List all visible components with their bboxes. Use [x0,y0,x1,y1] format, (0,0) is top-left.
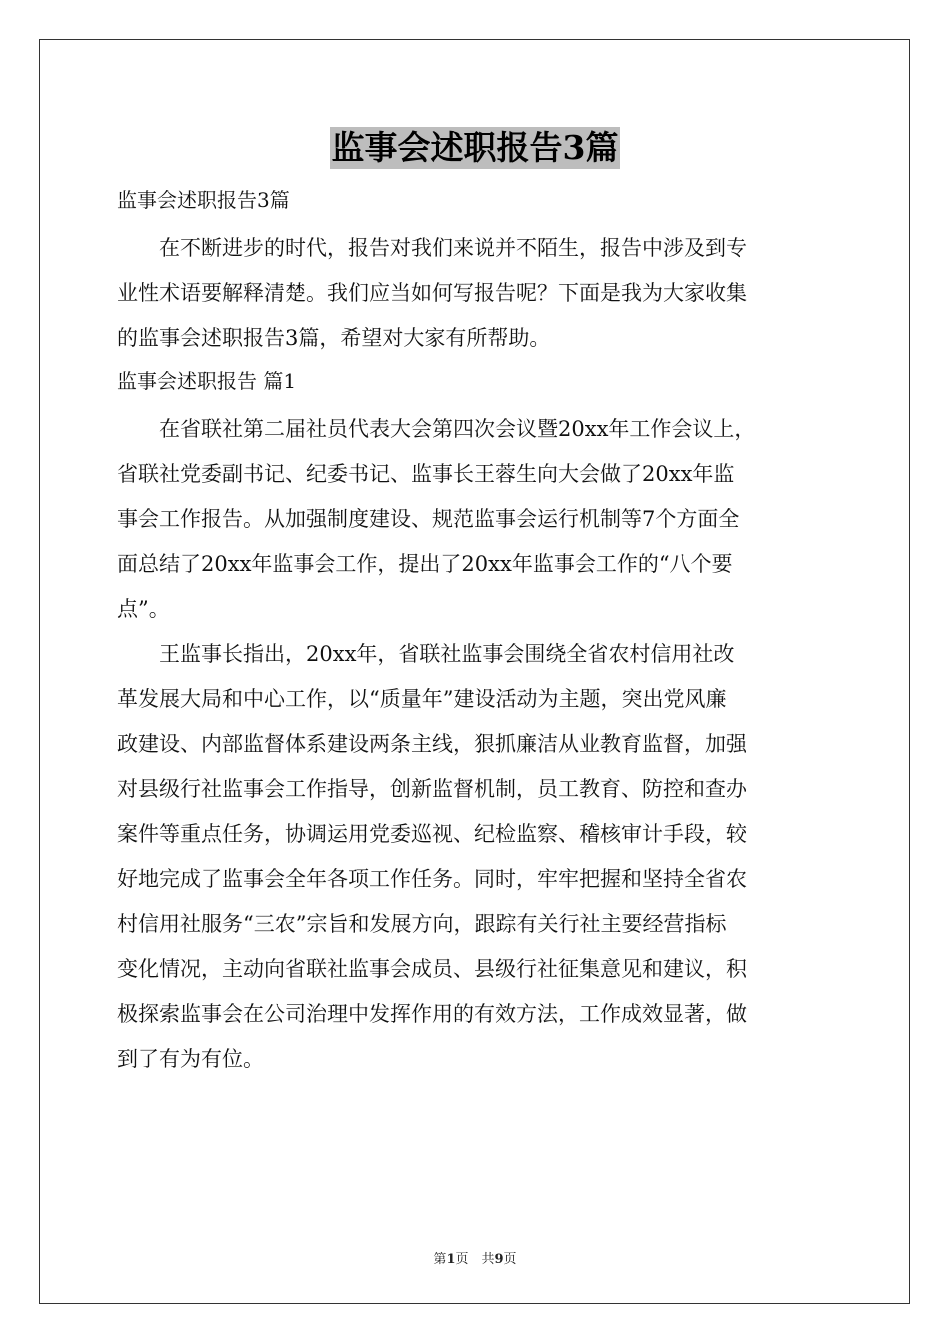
para2-line: 对县级行社监事会工作指导，创新监督机制，员工教育、防控和查办 [117,777,747,801]
para2-line: 到了有为有位。 [117,1047,264,1071]
page-mid: 页 共 [455,1252,495,1267]
document-title: 监事会述职报告3篇 [331,128,619,167]
para2-line: 案件等重点任务，协调运用党委巡视、纪检监察、稽核审计手段，较 [117,822,747,846]
document-subtitle: 监事会述职报告3篇 [117,188,290,212]
para2-line: 好地完成了监事会全年各项工作任务。同时，牢牢把握和坚持全省农 [117,867,747,891]
total-page-number: 9 [494,1252,504,1267]
para2-line: 王监事长指出，20xx年，省联社监事会围绕全省农村信用社改 [117,642,735,666]
para2-line: 村信用社服务“三农”宗旨和发展方向，跟踪有关行社主要经营指标 [117,912,727,936]
page-suffix: 页 [503,1252,517,1267]
para2-line: 极探索监事会在公司治理中发挥作用的有效方法，工作成效显著，做 [117,1002,747,1026]
document-body [117,180,839,1082]
para2-line: 政建设、内部监督体系建设两条主线，狠抓廉洁从业教育监督，加强 [117,732,747,756]
page-prefix: 第 [433,1252,447,1267]
para1-line: 在省联社第二届社员代表大会第四次会议暨20xx年工作会议上， [117,417,756,441]
intro-line: 在不断进步的时代，报告对我们来说并不陌生，报告中涉及到专 [117,236,747,260]
intro-paragraph [117,226,839,361]
section-heading: 监事会述职报告 篇1 [117,369,297,393]
intro-line: 的监事会述职报告3篇，希望对大家有所帮助。 [117,326,551,350]
para2-line: 革发展大局和中心工作，以“质量年”建设活动为主题，突出党风廉 [117,687,727,711]
intro-line: 业性术语要解释清楚。我们应当如何写报告呢？下面是我为大家收集 [117,281,747,305]
current-page-number: 1 [446,1252,456,1267]
page-footer [0,1248,950,1267]
paragraph-2 [117,632,839,1082]
paragraph-1 [117,407,839,632]
para1-line: 省联社党委副书记、纪委书记、监事长王蓉生向大会做了20xx年监 [117,462,735,486]
para1-line: 事会工作报告。从加强制度建设、规范监事会运行机制等7个方面全 [117,507,740,531]
para1-line: 点”。 [117,597,170,621]
para1-line: 面总结了20xx年监事会工作，提出了20xx年监事会工作的“八个要 [117,552,733,576]
title-wrap [0,127,950,169]
para2-line: 变化情况，主动向省联社监事会成员、县级行社征集意见和建议，积 [117,957,747,981]
